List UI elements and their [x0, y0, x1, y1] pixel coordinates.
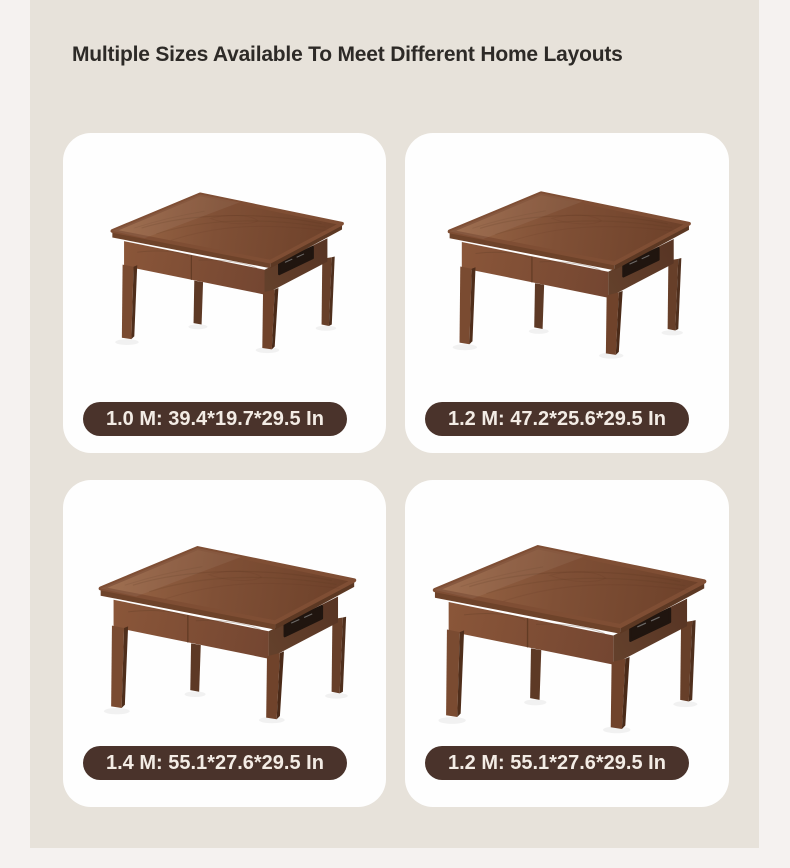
- walnut-desk-photo: [421, 494, 713, 734]
- walnut-desk-photo: [437, 146, 696, 359]
- size-badge-label: 1.2 M: 47.2*25.6*29.5 In: [448, 407, 666, 430]
- size-badge: [83, 402, 347, 436]
- size-badge-label: 1.0 M: 39.4*19.7*29.5 In: [106, 407, 324, 430]
- size-card-1.4m: [63, 480, 386, 807]
- size-card-1.2m: [405, 133, 729, 453]
- size-badge: [425, 402, 689, 436]
- walnut-desk-photo: [100, 149, 349, 354]
- content-panel: [30, 0, 759, 848]
- size-cards-grid: [63, 133, 729, 807]
- size-card-1.2m-long: [405, 480, 729, 807]
- walnut-desk-photo: [87, 498, 362, 724]
- size-badge-label: 1.2 M: 55.1*27.6*29.5 In: [448, 751, 666, 774]
- size-badge: [425, 746, 689, 780]
- section-title: Multiple Sizes Available To Meet Different Home Layouts: [72, 43, 623, 66]
- size-card-1.0m: [63, 133, 386, 453]
- size-badge: [83, 746, 347, 780]
- size-badge-label: 1.4 M: 55.1*27.6*29.5 In: [106, 751, 324, 774]
